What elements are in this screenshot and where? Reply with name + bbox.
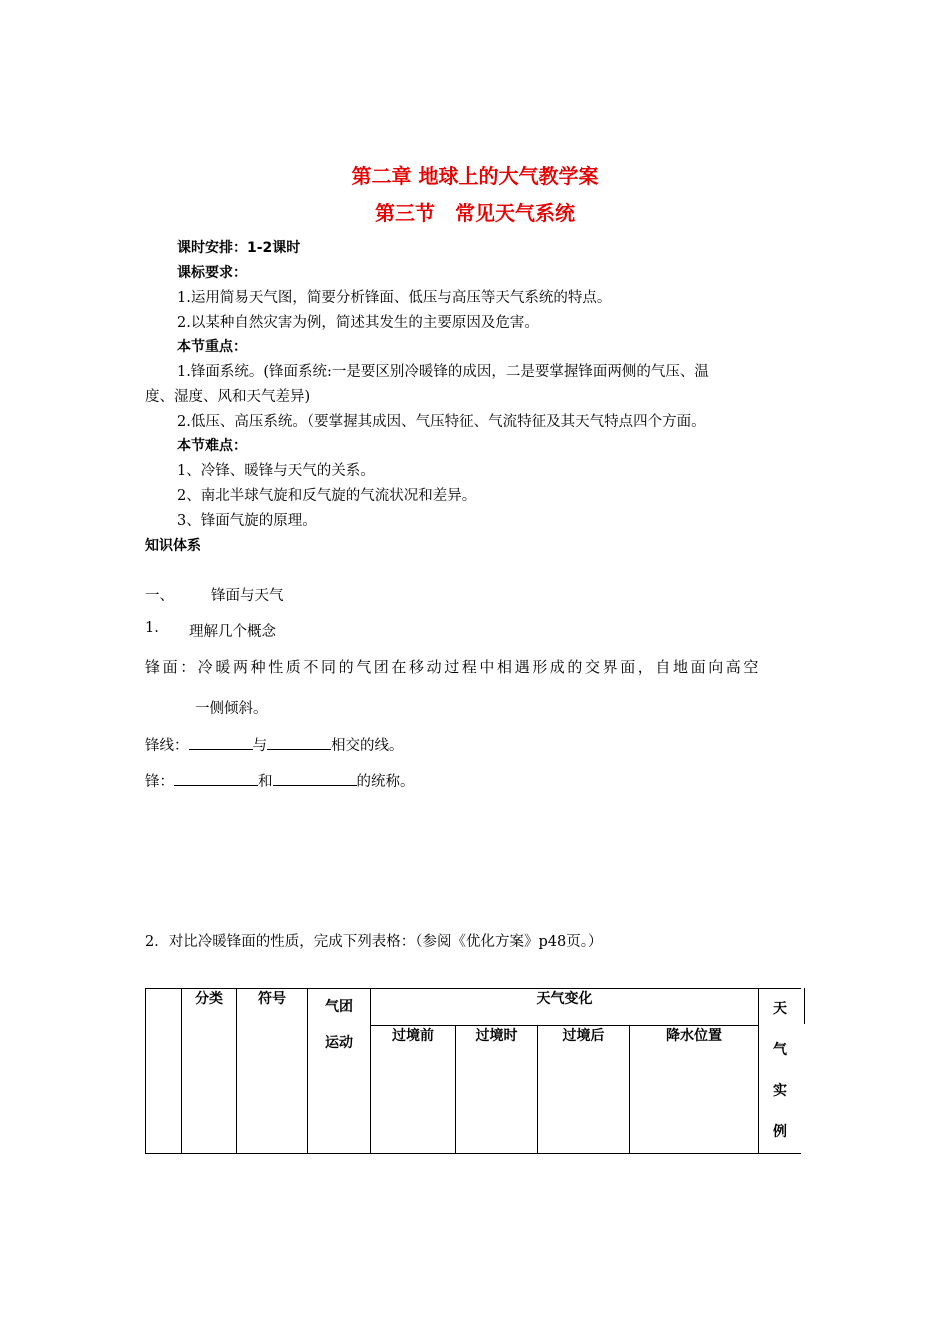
header-weather-change: 天气变化 xyxy=(371,989,759,1026)
standards-label: 课标要求： xyxy=(177,265,247,281)
front-surface-definition-cont: 一侧倾斜。 xyxy=(195,701,268,717)
front-definition xyxy=(145,770,415,791)
key-point-item-cont: 度、湿度、风和天气差异) xyxy=(145,389,311,405)
front-line-mid: 与 xyxy=(252,738,267,754)
header-before: 过境前 xyxy=(371,1026,456,1154)
header-after: 过境后 xyxy=(538,1026,630,1154)
front-prefix: 锋： xyxy=(145,774,174,790)
item1-number: 1. xyxy=(145,620,159,636)
blank-2[interactable] xyxy=(267,735,331,750)
difficult-point-item: 3、锋面气旋的原理。 xyxy=(177,513,317,529)
front-surface-definition: 锋面：冷暖两种性质不同的气团在移动过程中相遇形成的交界面，自地面向高空 xyxy=(145,658,762,676)
header-symbol: 符号 xyxy=(237,989,308,1154)
section-title: 第三节 常见天气系统 xyxy=(375,201,575,225)
part1-number: 一、 xyxy=(145,588,174,604)
difficult-point-item: 2、南北半球气旋和反气旋的气流状况和差异。 xyxy=(177,488,477,504)
knowledge-heading: 知识体系 xyxy=(145,538,201,554)
standard-item: 2.以某种自然灾害为例，简述其发生的主要原因及危害。 xyxy=(177,315,539,331)
front-line-suffix: 相交的线。 xyxy=(331,738,404,754)
front-comparison-table xyxy=(145,988,801,1154)
key-point-item: 1.锋面系统。(锋面系统:一是要区别冷暖锋的成因，二是要掌握锋面两侧的气压、温 xyxy=(177,364,709,380)
blank-4[interactable] xyxy=(273,771,357,786)
header-precipitation: 降水位置 xyxy=(630,1026,759,1154)
part1-title: 锋面与天气 xyxy=(211,588,284,604)
header-example-char: 天 xyxy=(773,1001,787,1017)
front-line-definition xyxy=(145,734,404,755)
difficult-point-item: 1、冷锋、暖锋与天气的关系。 xyxy=(177,463,375,479)
difficult-points-label: 本节难点： xyxy=(177,438,247,454)
header-category: 分类 xyxy=(182,989,237,1154)
header-example-char: 气 xyxy=(773,1042,787,1058)
front-mid: 和 xyxy=(258,774,273,790)
key-points-label: 本节重点： xyxy=(177,339,247,355)
header-example-char: 实 xyxy=(773,1083,787,1099)
blank-3[interactable] xyxy=(174,771,258,786)
front-line-prefix: 锋线： xyxy=(145,738,189,754)
item1-title: 理解几个概念 xyxy=(189,624,276,640)
header-during: 过境时 xyxy=(456,1026,538,1154)
key-point-item: 2.低压、高压系统。（要掌握其成因、气压特征、气流特征及其天气特点四个方面。 xyxy=(177,414,706,430)
front-suffix: 的统称。 xyxy=(356,774,415,790)
header-example-char: 例 xyxy=(773,1124,787,1140)
chapter-title: 第二章 地球上的大气教学案 xyxy=(351,164,599,188)
item2-instruction: 2．对比冷暖锋面的性质，完成下列表格：（参阅《优化方案》p48页。） xyxy=(145,934,603,950)
blank-1[interactable] xyxy=(189,735,253,750)
header-weather-example xyxy=(759,989,802,1154)
header-airmass-line2: 运动 xyxy=(325,1035,353,1051)
table-blank-column[interactable] xyxy=(146,989,182,1154)
standard-item: 1.运用简易天气图，简要分析锋面、低压与高压等天气系统的特点。 xyxy=(177,290,612,306)
table-right-edge xyxy=(804,988,805,1024)
header-airmass-line1: 气团 xyxy=(325,999,353,1015)
schedule-line: 课时安排：1-2课时 xyxy=(177,240,301,256)
header-airmass xyxy=(308,989,371,1154)
